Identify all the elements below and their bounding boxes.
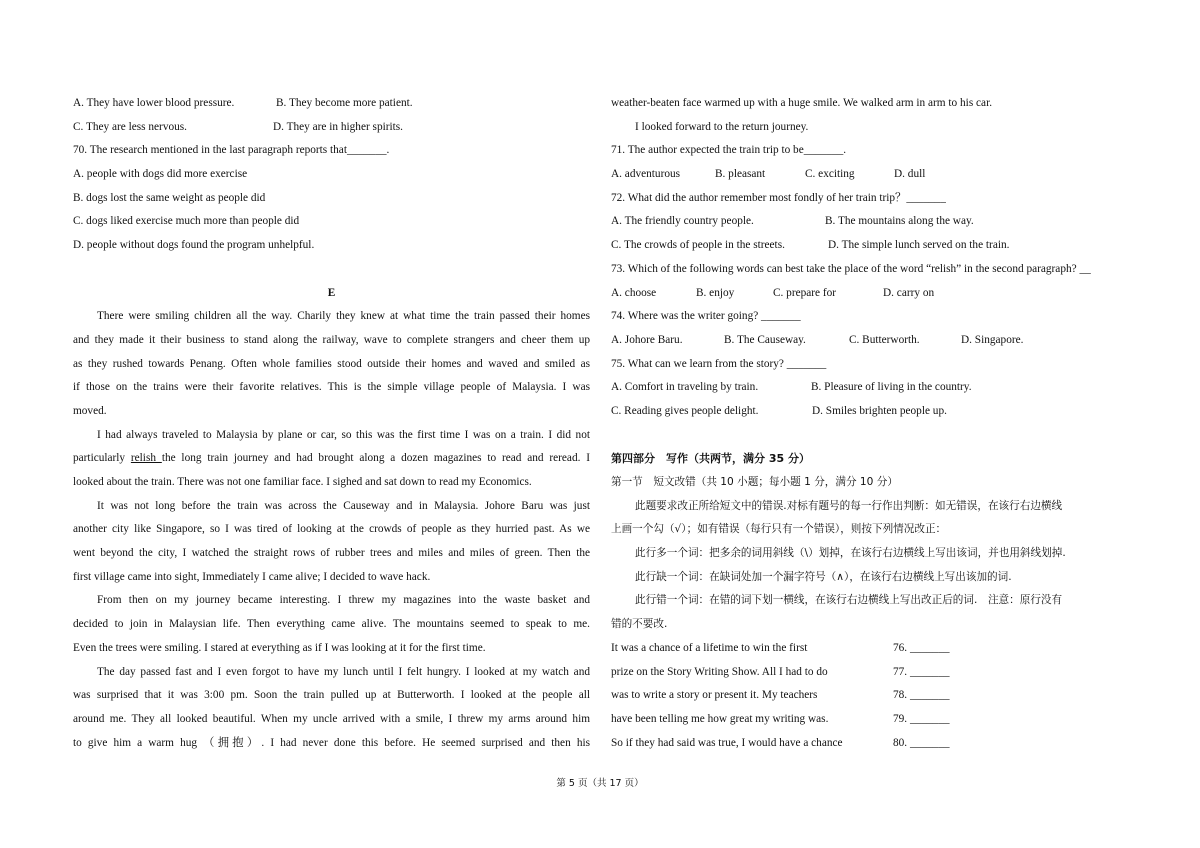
left-column xyxy=(73,92,590,755)
passage-line: as they rushed towards Penang. Often whole families stood outside their homes and waved and smiled as xyxy=(73,357,590,370)
passage-line: went beyond the city, I watched the straight rows of rubber trees and miles and miles of green. Then the xyxy=(73,547,590,560)
q72-option-a: A. The friendly country people. xyxy=(611,215,754,228)
q73-option-d: D. carry on xyxy=(883,286,935,299)
q69-options-ab xyxy=(73,92,590,116)
passage-line: another city like Singapore, so I was tired of looking at the crowds of people as they hurried past. As we xyxy=(73,523,590,536)
q69-options-cd xyxy=(73,116,590,140)
answer-blank: 77. _______ xyxy=(893,665,950,678)
passage-line: around me. They all looked beautiful. When my uncle arrived with a smile, I threw my arms around him xyxy=(73,712,590,725)
q74-option-b: B. The Causeway. xyxy=(724,333,806,346)
q72-stem: 72. What did the author remember most fondly of her train trip？_______ xyxy=(611,191,946,204)
q75-option-a: A. Comfort in traveling by train. xyxy=(611,381,759,394)
essay-line xyxy=(611,684,1128,708)
answer-blank: 80. _______ xyxy=(893,736,950,749)
essay-text: So if they had said was true, I would have a chance xyxy=(611,736,843,749)
essay-text: have been telling me how great my writing was. xyxy=(611,712,829,725)
essay-line xyxy=(611,637,1128,661)
instruction-line: 上画一个勾（√）；如有错误（每行只有一个错误），则按下列情况改正： xyxy=(611,523,947,536)
q73-option-b: B. enjoy xyxy=(696,286,735,299)
part4-title: 第四部分 写作（共两节，满分 35 分） xyxy=(611,452,810,466)
q73-option-a: A. choose xyxy=(611,286,657,299)
passage-line: Even the trees were smiling. I stared at everything as if I was looking at it for the first time. xyxy=(73,641,486,654)
passage-line: I looked forward to the return journey. xyxy=(635,120,809,133)
instruction-line: 错的不要改. xyxy=(611,618,668,631)
passage-line: The day passed fast and I even forgot to have my lunch until I felt hungry. I looked at my watch and xyxy=(97,665,590,678)
q75-option-d: D. Smiles brighten people up. xyxy=(812,404,947,417)
q73-options xyxy=(611,282,1128,306)
essay-line xyxy=(611,661,1128,685)
answer-blank: 79. _______ xyxy=(893,712,950,725)
q75-option-c: C. Reading gives people delight. xyxy=(611,404,759,417)
essay-line xyxy=(611,732,1128,756)
essay-line xyxy=(611,708,1128,732)
q72-option-b: B. The mountains along the way. xyxy=(825,215,974,228)
q74-options xyxy=(611,329,1128,353)
q75-option-b: B. Pleasure of living in the country. xyxy=(811,381,972,394)
answer-blank: 76. _______ xyxy=(893,641,950,654)
passage-line: weather-beaten face warmed up with a huge smile. We walked arm in arm to his car. xyxy=(611,97,993,109)
passage-line: and they made it their business to stand along the railway, wave to complete strangers and cheer them up xyxy=(73,333,590,346)
underlined-word-relish: relish xyxy=(130,452,162,465)
q74-stem: 74. Where was the writer going? _______ xyxy=(611,310,801,323)
passage-line: was surprised that it was 3:00 pm. Soon the train pulled up at Butterworth. I looked at the people all xyxy=(73,689,590,702)
passage-line: It was not long before the train was across the Causeway and in Malaysia. Johore Baru was just xyxy=(97,499,590,512)
section-letter-e: E xyxy=(327,286,336,299)
q72-options-cd xyxy=(611,234,1128,258)
passage-line: if those on the trains were their favorite relatives. This is the simple village people of Malaysia. I was xyxy=(73,381,590,394)
q74-option-c: C. Butterworth. xyxy=(849,333,920,346)
passage-line: decided to join in Malaysian life. Then everything came alive. The mountains seemed to speak to me. xyxy=(73,618,590,631)
q69-option-a: A. They have lower blood pressure. xyxy=(73,97,235,109)
passage-line: first village came into sight, Immediately I came alive; I decided to wave hack. xyxy=(73,570,431,583)
passage-line: From then on my journey became interesting. I threw my magazines into the waste basket and xyxy=(97,594,590,607)
passage-line: There were smiling children all the way. Charily they knew at what time the train passed their homes xyxy=(97,310,590,323)
q69-option-d: D. They are in higher spirits. xyxy=(273,120,403,133)
instruction-line: 此行缺一个词：在缺词处加一个漏字符号（∧），在该行右边横线上写出该加的词. xyxy=(635,570,1012,583)
essay-text: was to write a story or present it. My teachers xyxy=(611,689,818,702)
q74-option-d: D. Singapore. xyxy=(961,333,1024,346)
q71-option-c: C. exciting xyxy=(805,168,855,181)
passage-line: I had always traveled to Malaysia by plane or car, so this was the first time I was on a train. I did not xyxy=(97,428,590,441)
essay-text: It was a chance of a lifetime to win the first xyxy=(611,641,808,654)
q71-option-a: A. adventurous xyxy=(611,168,681,181)
section1-title: 第一节 短文改错（共 10 小题；每小题 1 分，满分 10 分） xyxy=(611,476,898,488)
q70-stem: 70. The research mentioned in the last paragraph reports that_______. xyxy=(73,144,390,157)
passage-line: particularly relish the long train journey and had brought along a dozen magazines to read and reread. I xyxy=(73,452,590,465)
instruction-line: 此行多一个词：把多余的词用斜线（\）划掉，在该行右边横线上写出该词，并也用斜线划掉. xyxy=(635,547,1066,560)
q73-stem: 73. Which of the following words can best take the place of the word “relish” in the second paragraph? __ xyxy=(611,262,1091,275)
answer-blank: 78. _______ xyxy=(893,689,950,702)
passage-line: to give him a warm hug （拥抱）. I had never done this before. He seemed surprised and then his xyxy=(73,736,590,749)
instruction-line: 此题要求改正所给短文中的错误.对标有题号的每一行作出判断：如无错误，在该行右边横线 xyxy=(635,499,1063,512)
q71-options xyxy=(611,163,1128,187)
right-column xyxy=(611,92,1128,755)
q75-stem: 75. What can we learn from the story? _______ xyxy=(611,357,827,370)
essay-text: prize on the Story Writing Show. All I had to do xyxy=(611,665,828,678)
q69-option-c: C. They are less nervous. xyxy=(73,120,187,133)
q70-option-b: B. dogs lost the same weight as people did xyxy=(73,191,266,204)
q75-options-cd xyxy=(611,400,1128,424)
q71-option-b: B. pleasant xyxy=(715,168,766,181)
q72-options-ab xyxy=(611,210,1128,234)
q72-option-d: D. The simple lunch served on the train. xyxy=(828,239,1010,252)
q73-option-c: C. prepare for xyxy=(773,286,837,299)
q74-option-a: A. Johore Baru. xyxy=(611,333,683,346)
q71-option-d: D. dull xyxy=(894,168,926,181)
passage-line: moved. xyxy=(73,404,107,417)
passage-line: looked about the train. There was not one familiar face. I sighed and sat down to read my Economics. xyxy=(73,476,532,488)
page-footer: 第 5 页（共 17 页） xyxy=(556,778,644,789)
q70-option-a: A. people with dogs did more exercise xyxy=(73,168,248,181)
q72-option-c: C. The crowds of people in the streets. xyxy=(611,239,785,252)
q70-option-c: C. dogs liked exercise much more than people did xyxy=(73,215,300,228)
q70-option-d: D. people without dogs found the program unhelpful. xyxy=(73,239,315,252)
q69-option-b: B. They become more patient. xyxy=(276,97,413,109)
q71-stem: 71. The author expected the train trip to be_______. xyxy=(611,144,847,157)
q75-options-ab xyxy=(611,376,1128,400)
instruction-line: 此行错一个词：在错的词下划一横线，在该行右边横线上写出改正后的词. 注意：原行没有 xyxy=(635,594,1063,607)
